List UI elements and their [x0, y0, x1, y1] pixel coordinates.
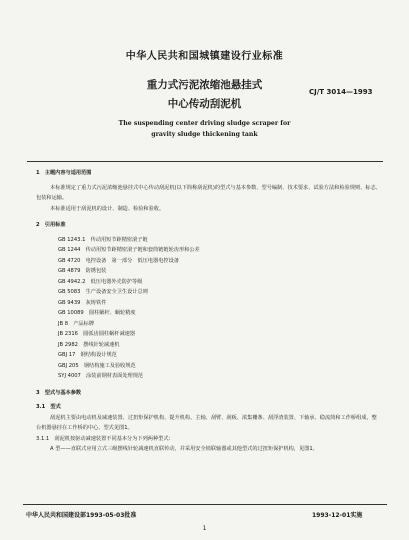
reference-item: GB 4942.2 低压电器外壳防护等级 [58, 278, 143, 285]
reference-item: GB 10089 圆柱蜗杆、蜗轮精度 [58, 310, 136, 316]
section-3-heading: 3 型式与基本参数 [36, 389, 82, 396]
english-title-line-2: gravity sludge thickening tank [151, 131, 258, 138]
section-3-1-heading: 3.1 型式 [36, 404, 61, 410]
title-line-2: 中心传动刮泥机 [167, 98, 242, 110]
header-divider [27, 161, 383, 162]
section-2-heading: 2 引用标准 [36, 222, 66, 228]
title-line-1: 重力式污泥浓缩池悬挂式 [146, 79, 263, 91]
english-title [0, 118, 409, 140]
approval-note: 中华人民共和国建设部1993-05-03批准 [26, 512, 137, 519]
reference-item: GB 1244 传动用短节距精密滚子链和套筒链链轮齿形和公差 [58, 247, 200, 253]
section-3-1-1-type-a: A 型——直联式应用立式三级摆线针轮减速机直联传动，并采用安全销联轴器或其他型式的过扭矩保护机构，见图1。 [50, 446, 318, 452]
reference-item: GB 5083 生产设备安全卫生设计总则 [58, 289, 148, 295]
reference-item: GBJ 205 钢结构施工及验收规范 [58, 362, 136, 369]
english-title-line-1: The suspending center driving sludge scraper for [118, 120, 291, 127]
reference-item: GBJ 17 钢结构设计规范 [58, 352, 117, 358]
section-3-1-1-paragraph: 3.1.1 刮泥机按驱动减速装置不同基本分为下列两种型式： [36, 435, 174, 442]
section-1-heading: 1 主题内容与适用范围 [36, 170, 92, 176]
reference-item: JB 2316 圆弧齿圆柱蜗杆减速器 [58, 331, 136, 337]
section-3-1-paragraph: 刮泥机主要由电动机及减速装置、过扭矩保护机构、提升机构、主轴、刮臂、刮板、浓集栅条、刮浮渣装置、下轴承、稳流筒和工作桥组成，整台机器悬挂在工作桥的中心，型式见图1。 [36, 414, 377, 431]
reference-item: JB 8 产品标牌 [58, 320, 94, 327]
section-1-paragraph-2: 本标准适用于刮泥机的设计、制造、检验和验收。 [50, 205, 165, 212]
reference-item: JB 2982 摆线针轮减速机 [58, 341, 120, 348]
document-body [36, 168, 381, 455]
section-1-paragraph-1: 本标准规定了重力式污泥浓缩池悬挂式中心传动刮泥机(以下简称刮泥机)的型式与基本参数、型号编制、技术要求、试验方法和检验规则、标志、包装和运输。 [36, 184, 381, 201]
reference-item: GB 4879 防锈包装 [58, 268, 107, 274]
reference-item: GB 1243.1 传动用短节距精密滚子链 [58, 236, 148, 243]
page-number: 1 [202, 525, 207, 532]
standard-code: CJ/T 3014—1993 [309, 88, 373, 96]
footer-divider [23, 504, 387, 505]
reference-item: GB 9439 灰铸铁件 [58, 299, 107, 306]
reference-item: SYJ 4007 涂装前钢材表面处理规范 [58, 373, 144, 379]
standard-category-title: 中华人民共和国城镇建设行业标准 [125, 51, 284, 62]
reference-item: GB 4720 电控设备 第一部分 低压电器电控设备 [58, 257, 179, 264]
implementation-date: 1993-12-01实施 [312, 512, 363, 519]
